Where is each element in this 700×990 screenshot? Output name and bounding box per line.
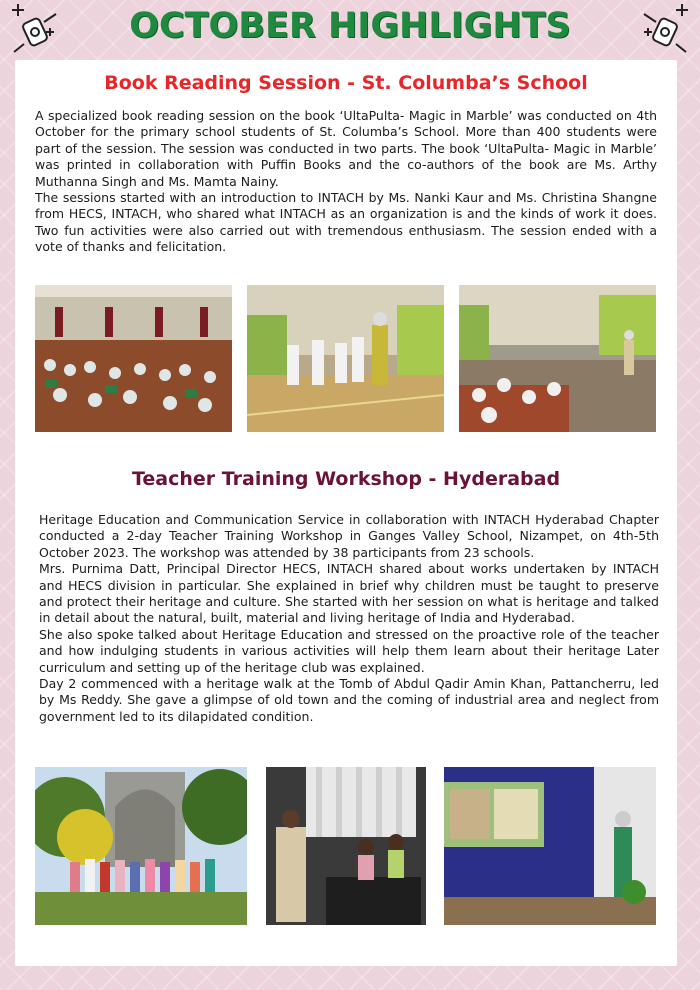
section-body-book-reading [35,108,657,256]
photo-presentation-projector [444,767,656,925]
photo-students-seated-hall [35,285,232,432]
section-body-teacher-training [39,512,659,725]
paragraph: Day 2 commenced with a heritage walk at the Tomb of Abdul Qadir Amin Khan, Pattancherru, led by Ms Reddy. She gave a glimpse of old town and the coming of industrial area and neglect from government led to its dilapidated condition. [39,676,659,724]
photo-speaker-with-students [459,285,656,432]
photo-students-presenting [247,285,444,432]
paragraph: The sessions started with an introduction to INTACH by Ms. Nanki Kaur and Ms. Christina Shangne from HECS, INTACH, who shared what INTACH as an organization is and the kinds of work it does. Two fun activities were also carried out with tremendous enthusiasm. The session ended with a vote of thanks and felicitation. [35,190,657,255]
photo-group-heritage-walk [35,767,247,925]
content-panel [15,60,677,966]
page-title: OCTOBER HIGHLIGHTS [129,6,571,46]
section-title-book-reading: Book Reading Session - St. Columba’s School [104,72,588,94]
section-title-teacher-training: Teacher Training Workshop - Hyderabad [131,468,561,490]
paragraph: Heritage Education and Communication Service in collaboration with INTACH Hyderabad Chapter conducted a 2-day Teacher Training Workshop in Ganges Valley School, Nizampet, on 4th-5th October 2023. The workshop was attended by 38 participants from 23 schools. [39,512,659,560]
paragraph: Mrs. Purnima Datt, Principal Director HECS, INTACH shared about works undertaken by INTACH and HECS division in particular. She explained in brief why children must be taught to preserve and protect their heritage and culture. She started with her session on what is heritage and talked in detail about the natural, built, material and living heritage of India and Hyderabad. [39,561,659,626]
paragraph: A specialized book reading session on the book ‘UltaPulta- Magic in Marble’ was conducted on 4th October for the primary school students of St. Columba’s School. More than 400 students were part of the session. The session was conducted in two parts. The book ‘UltaPulta- Magic in Marble’ was printed in collaboration with Puffin Books and the co-authors of the book are Ms. Arthy Muthanna Singh and Ms. Mamta Nainy. [35,108,657,189]
photo-speaker-classroom [266,767,426,925]
paragraph: She also spoke talked about Heritage Education and stressed on the proactive role of the teacher and how indulging students in various activities will help them learn about their heritage Later curriculum and setting up of the heritage club was explained. [39,626,659,675]
